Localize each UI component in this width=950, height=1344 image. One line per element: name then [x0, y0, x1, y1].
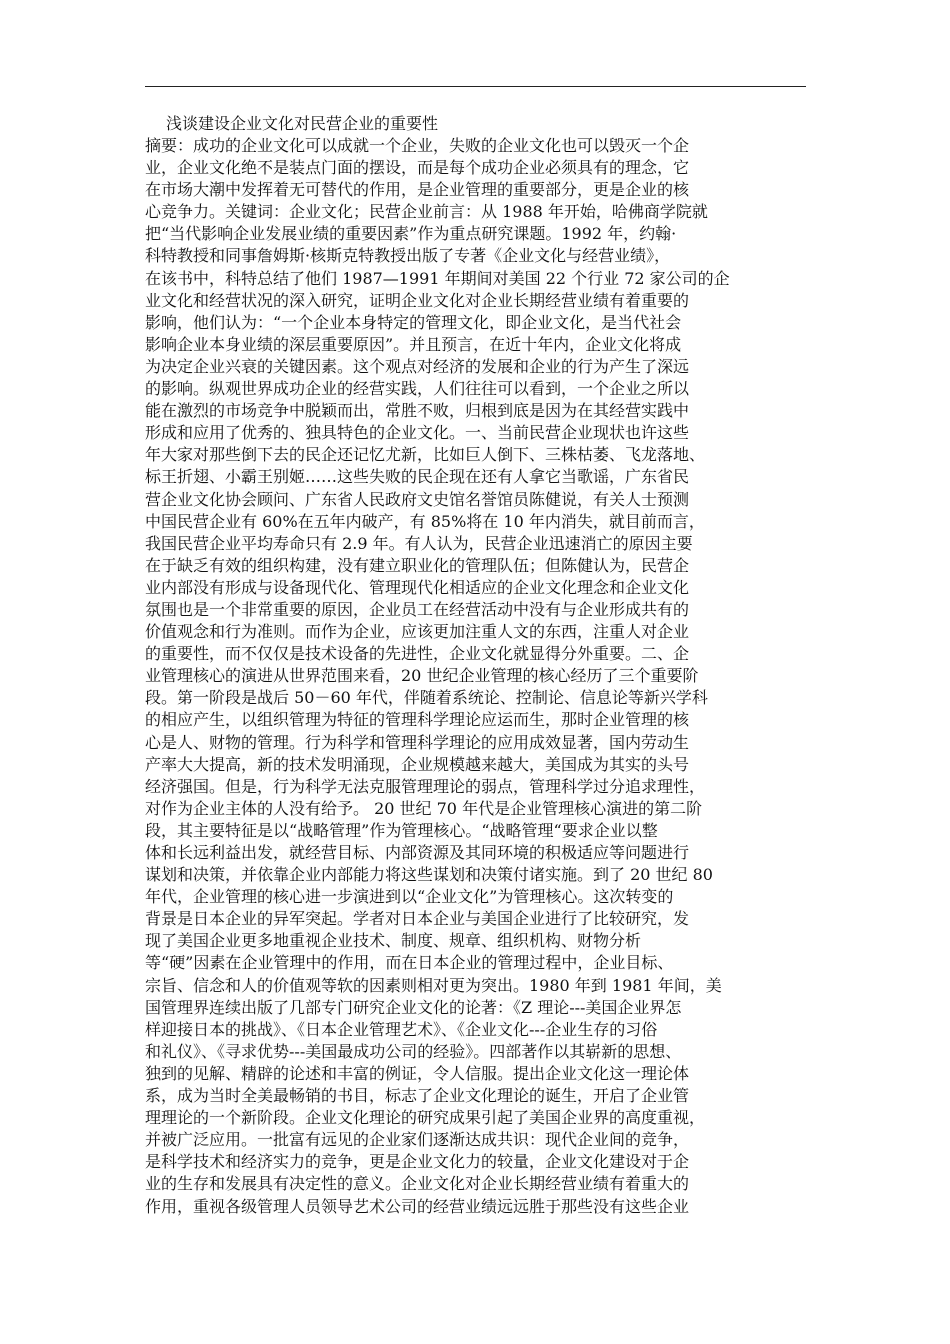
document-body: [145, 135, 835, 1218]
body-text-line: 形成和应用了优秀的、独具特色的企业文化。一、当前民营企业现状也许这些: [145, 423, 690, 443]
body-text-line: 的影响。纵观世界成功企业的经营实践，人们往往可以看到，一个企业之所以: [145, 379, 690, 399]
body-text-line: 独到的见解、精辟的论述和丰富的例证，令人信服。提出企业文化这一理论体: [145, 1063, 690, 1083]
body-text-line: 中国民营企业有 60%在五年内破产，有 85%将在 10 年内消失，就目前而言，: [145, 511, 705, 531]
body-text-line: 国管理界连续出版了几部专门研究企业文化的论著：《Z 理论---美国企业界怎: [145, 997, 682, 1017]
body-text-line: 背景是日本企业的异军突起。学者对日本企业与美国企业进行了比较研究，发: [145, 909, 690, 929]
body-text-line: 理理论的一个新阶段。企业文化理论的研究成果引起了美国企业界的高度重视，: [145, 1108, 706, 1128]
body-text-line: 影响，他们认为：“一个企业本身特定的管理文化，即企业文化，是当代社会: [145, 312, 682, 332]
body-text-line: 体和长远利益出发，就经营目标、内部资源及其同环境的积极适应等问题进行: [145, 843, 690, 862]
body-text-line: 业，企业文化绝不是装点门面的摆设，而是每个成功企业必须具有的理念，它: [145, 158, 690, 178]
body-text-line: 心是人、财物的管理。行为科学和管理科学理论的应用成效显著，国内劳动生: [145, 732, 690, 752]
header-rule: [145, 86, 806, 87]
body-text-line: 作用，重视各级管理人员领导艺术公司的经营业绩远远胜于那些没有这些企业: [145, 1196, 690, 1216]
body-text-line: 对作为企业主体的人没有给予。 20 世纪 70 年代是企业管理核心演进的第二阶: [145, 798, 703, 818]
body-text-line: 等“硬”因素在企业管理中的作用，而在日本企业的管理过程中，企业目标、: [145, 953, 674, 973]
body-text-line: 在于缺乏有效的组织构建，没有建立职业化的管理队伍；但陈健认为，民营企: [145, 555, 690, 575]
body-text-line: 摘要：成功的企业文化可以成就一个企业，失败的企业文化也可以毁灭一个企: [145, 136, 690, 155]
body-text-line: 并被广泛应用。一批富有远见的企业家们逐渐达成共识：现代企业间的竞争，: [145, 1130, 690, 1150]
body-text-line: 段。第一阶段是战后 50－60 年代，伴随着系统论、控制论、信息论等新兴学科: [145, 688, 708, 708]
body-text-line: 氛围也是一个非常重要的原因，企业员工在经营活动中没有与企业形成共有的: [145, 599, 690, 619]
document-title: 浅谈建设企业文化对民营企业的重要性: [166, 114, 439, 133]
body-text-line: 年大家对那些倒下去的民企还记忆尤新，比如巨人倒下、三株枯萎、飞龙落地、: [145, 445, 706, 465]
body-text-line: 系，成为当时全美最畅销的书目，标志了企业文化理论的诞生，开启了企业管: [145, 1086, 690, 1106]
body-text-line: 标王折翅、小霸王别姬……这些失败的民企现在还有人拿它当歌谣，广东省民: [145, 467, 690, 487]
body-text-line: 能在激烈的市场竞争中脱颖而出，常胜不败，归根到底是因为在其经营实践中: [145, 401, 690, 421]
body-text-line: 宗旨、信念和人的价值观等软的因素则相对更为突出。1980 年到 1981 年间，美: [145, 975, 722, 995]
body-text-line: 为决定企业兴衰的关键因素。这个观点对经济的发展和企业的行为产生了深远: [145, 356, 690, 376]
body-text-line: 年代，企业管理的核心进一步演进到以“企业文化”为管理核心。这次转变的: [145, 887, 674, 907]
body-text-line: 业文化和经营状况的深入研究，证明企业文化对企业长期经营业绩有着重要的: [145, 290, 690, 310]
body-text-line: 价值观念和行为准则。而作为企业，应该更加注重人文的东西，注重人对企业: [145, 622, 690, 642]
body-text-line: 段，其主要特征是以“战略管理”作为管理核心。“战略管理“要求企业以整: [145, 820, 658, 840]
body-text-line: 业内部没有形成与设备现代化、管理现代化相适应的企业文化理念和企业文化: [145, 577, 690, 597]
body-text-line: 业的生存和发展具有决定性的意义。企业文化对企业长期经营业绩有着重大的: [145, 1174, 690, 1194]
body-text-line: 把“当代影响企业发展业绩的重要因素”作为重点研究课题。1992 年，约翰·: [145, 224, 677, 244]
body-text-line: 样迎接日本的挑战》、《日本企业管理艺术》、《企业文化---企业生存的习俗: [145, 1019, 658, 1039]
body-text-line: 和礼仪》、《寻求优势---美国最成功公司的经验》。四部著作以其崭新的思想、: [145, 1041, 682, 1061]
body-text-line: 产率大大提高，新的技术发明涌现，企业规模越来越大，美国成为其实的头号: [145, 754, 690, 774]
body-text-line: 经济强国。但是，行为科学无法克服管理理论的弱点，管理科学过分追求理性，: [145, 776, 706, 796]
body-text-line: 科特教授和同事詹姆斯·核斯克特教授出版了专著《企业文化与经营业绩》，: [145, 246, 671, 266]
body-text-line: 在市场大潮中发挥着无可替代的作用，是企业管理的重要部分，更是企业的核: [145, 180, 690, 200]
body-text-line: 营企业文化协会顾问、广东省人民政府文史馆名誉馆员陈健说，有关人士预测: [145, 489, 690, 509]
body-text-line: 在该书中，科特总结了他们 1987—1991 年期间对美国 22 个行业 72 家公司的企: [145, 268, 730, 288]
body-text-line: 现了美国企业更多地重视企业技术、制度、规章、组织机构、财物分析: [145, 931, 642, 951]
body-text-line: 是科学技术和经济实力的竞争，更是企业文化力的较量，企业文化建设对于企: [145, 1152, 690, 1172]
body-text-line: 心竞争力。关键词：企业文化；民营企业前言：从 1988 年开始，哈佛商学院就: [145, 202, 708, 222]
body-text-line: 的重要性，而不仅仅是技术设备的先进性，企业文化就显得分外重要。二、企: [145, 644, 690, 664]
body-text-line: 业管理核心的演进从世界范围来看，20 世纪企业管理的核心经历了三个重要阶: [145, 666, 699, 686]
body-text-line: 影响企业本身业绩的深层重要原因”。并且预言，在近十年内，企业文化将成: [145, 334, 682, 354]
body-text-line: 我国民营企业平均寿命只有 2.9 年。有人认为，民营企业迅速消亡的原因主要: [145, 533, 693, 553]
body-text-line: 谋划和决策，并依靠企业内部能力将这些谋划和决策付诸实施。到了 20 世纪 80: [145, 865, 713, 885]
body-text-line: 的相应产生，以组织管理为特征的管理科学理论应运而生，那时企业管理的核: [145, 710, 690, 730]
